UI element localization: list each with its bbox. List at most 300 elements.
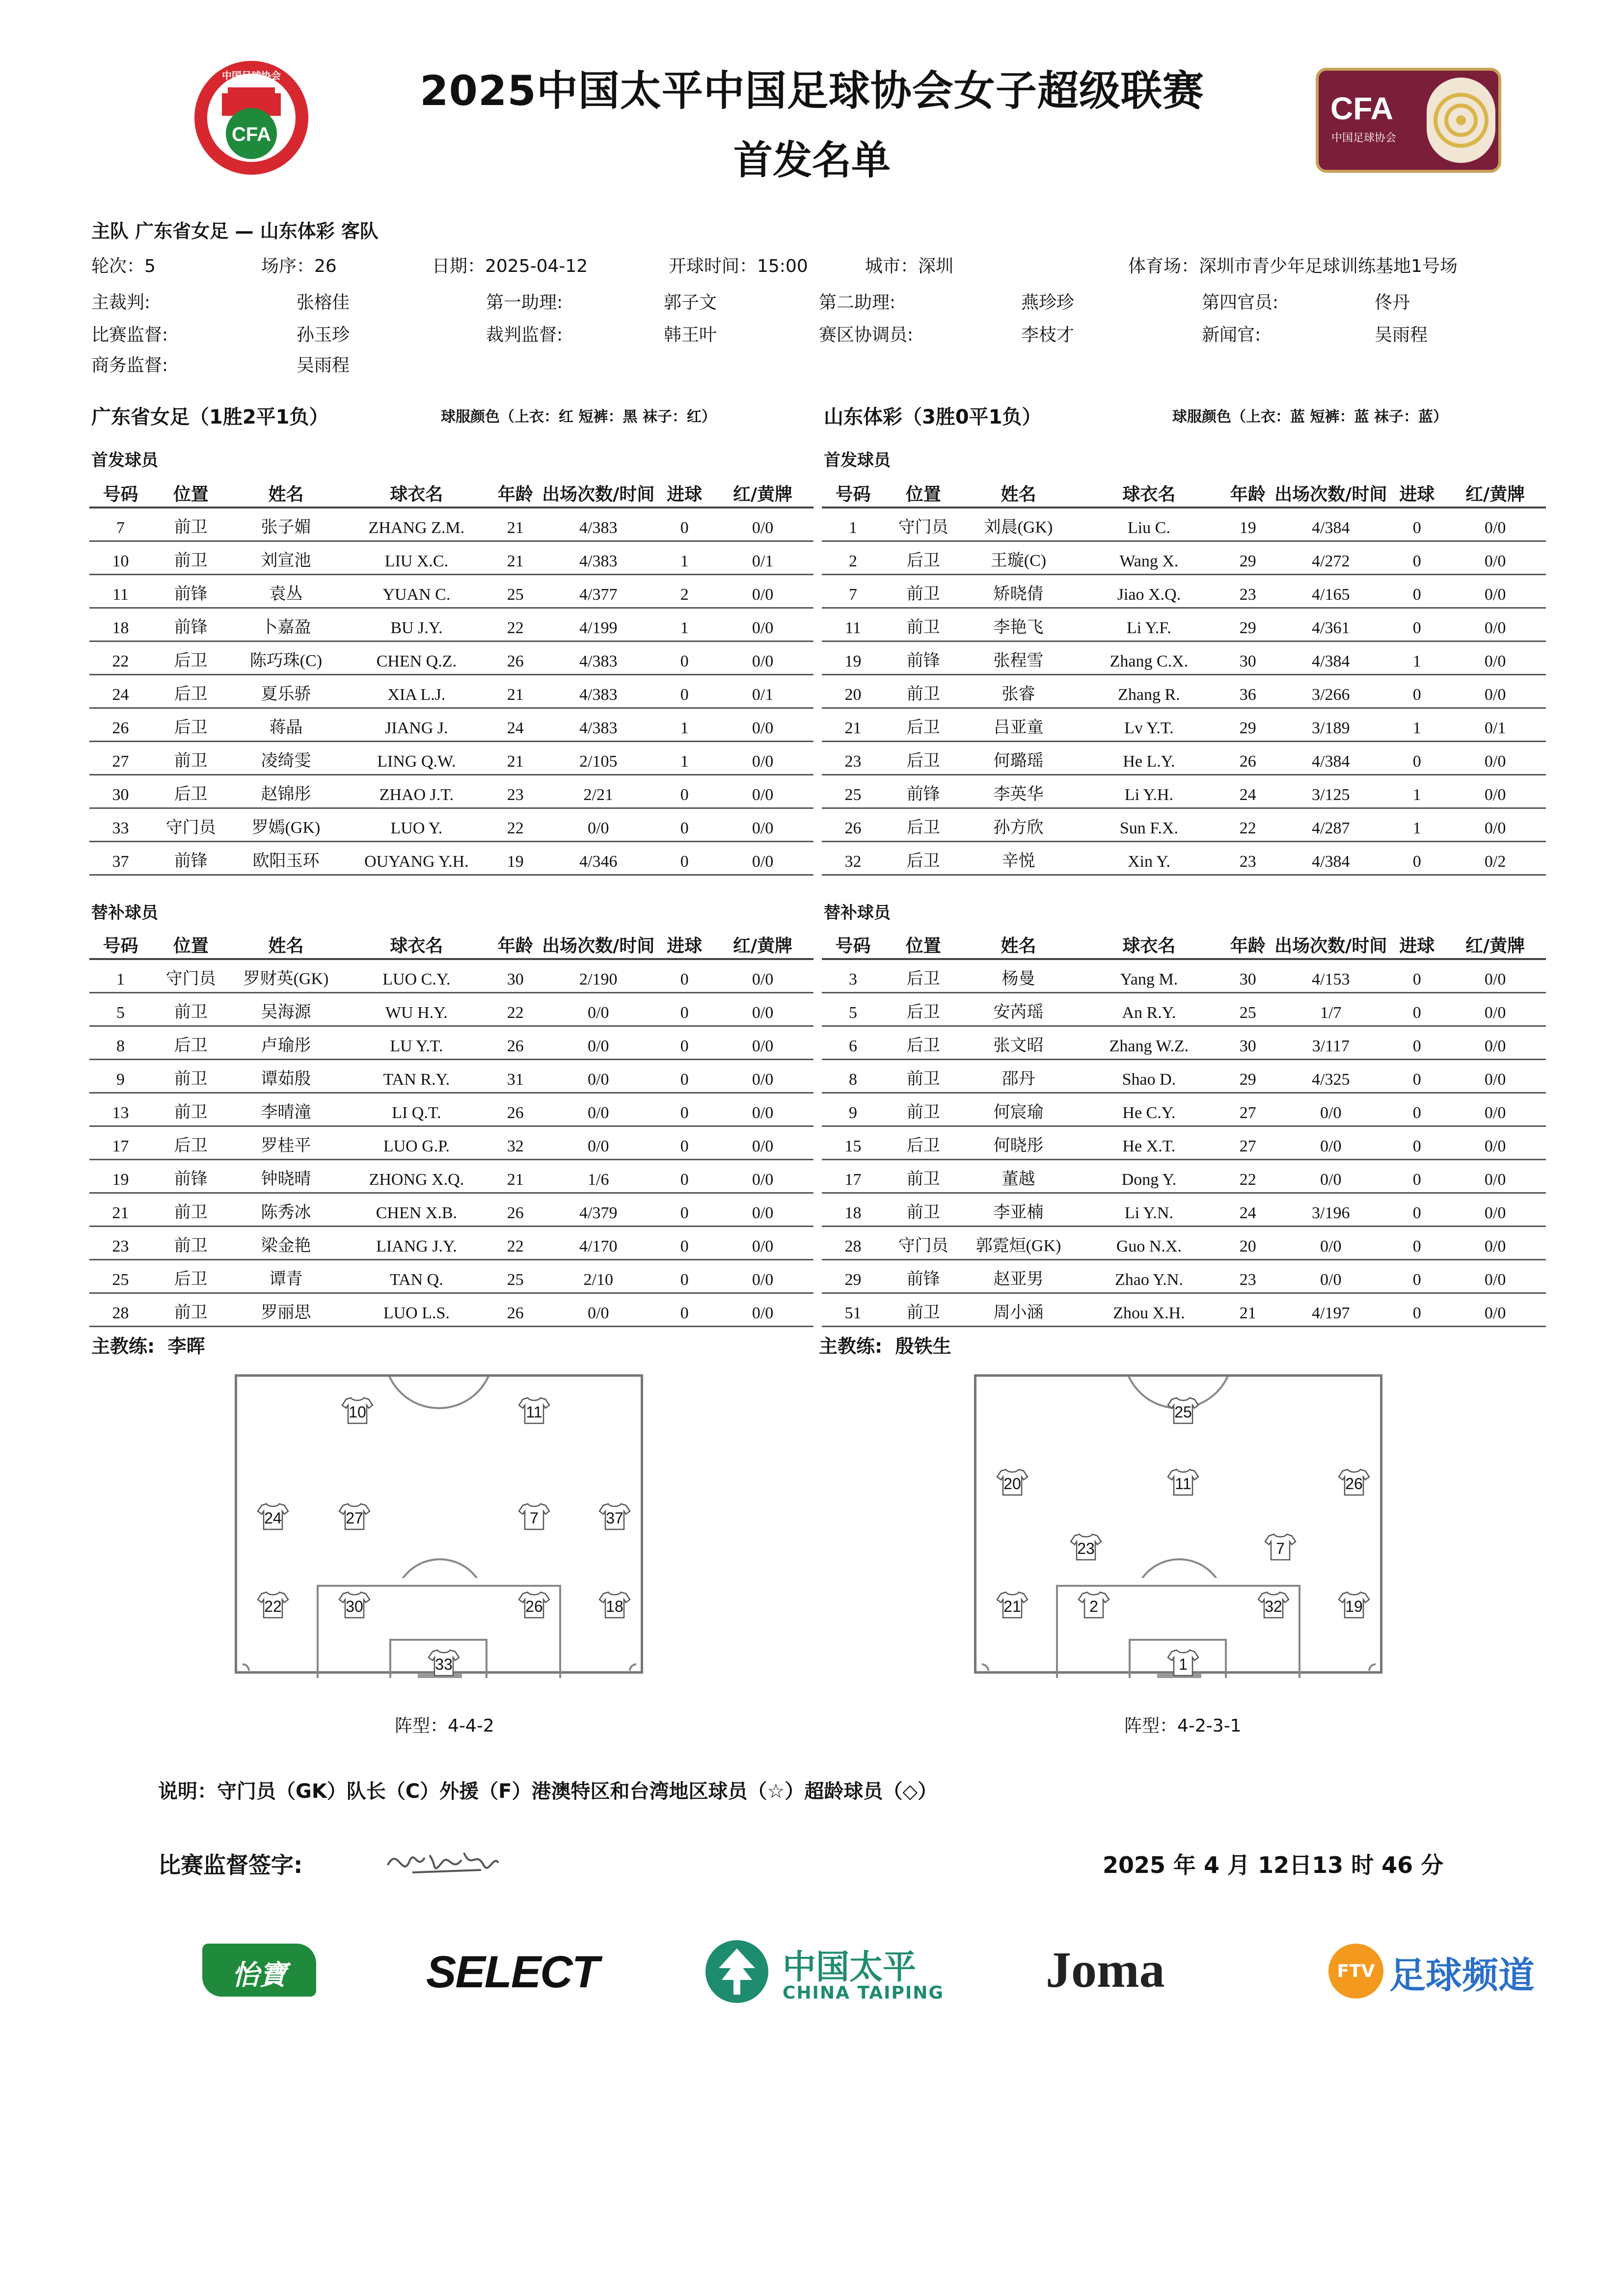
shirt-number: 32 xyxy=(1265,1598,1282,1615)
match-number: 场序：26 xyxy=(261,256,337,276)
home-kit-colors: 球服颜色（上衣：红 短裤：黑 袜子：红） xyxy=(441,408,716,426)
table-row xyxy=(822,708,1546,741)
table-cell: 前卫 xyxy=(152,1193,230,1226)
table-cell: 0 xyxy=(1389,1093,1444,1126)
business-supervisor-label: 商务监督: xyxy=(91,355,168,375)
column-header: 进球 xyxy=(1389,929,1444,959)
table-cell: CHEN Q.Z. xyxy=(342,641,491,674)
table-cell: 1/7 xyxy=(1272,992,1389,1026)
table-cell: 罗桂平 xyxy=(230,1126,342,1159)
match-date: 日期：2025-04-12 xyxy=(432,256,588,276)
table-cell: 0/0 xyxy=(540,992,657,1026)
table-cell: 董越 xyxy=(962,1159,1074,1193)
kickoff-time: 开球时间：15:00 xyxy=(669,256,808,276)
table-row xyxy=(89,1059,813,1093)
away-starters-label: 首发球员 xyxy=(824,451,891,470)
table-cell: 17 xyxy=(822,1159,884,1193)
table-cell: 5 xyxy=(89,992,152,1026)
table-cell: 18 xyxy=(822,1193,884,1226)
column-header: 号码 xyxy=(89,477,152,507)
column-header: 年龄 xyxy=(1223,929,1272,959)
table-cell: 前卫 xyxy=(884,1293,962,1326)
table-cell: 0/0 xyxy=(712,1293,813,1326)
table-cell: 22 xyxy=(491,608,540,641)
table-cell: 0/0 xyxy=(712,1059,813,1093)
table-row xyxy=(822,1059,1546,1093)
table-cell: 4/377 xyxy=(540,574,657,608)
table-cell: 前锋 xyxy=(152,608,230,641)
table-cell: 0/0 xyxy=(1444,541,1546,574)
table-row xyxy=(89,959,813,992)
table-cell: 0/0 xyxy=(1444,1226,1546,1259)
table-cell: 杨曼 xyxy=(962,959,1074,992)
table-cell: LUO Y. xyxy=(342,808,491,841)
shirt-number: 1 xyxy=(1179,1655,1188,1673)
table-cell: 后卫 xyxy=(884,841,962,875)
table-cell: 0/0 xyxy=(1444,959,1546,992)
table-cell: 9 xyxy=(822,1093,884,1126)
table-cell: ZHAO J.T. xyxy=(342,774,491,808)
table-row xyxy=(822,992,1546,1026)
table-cell: 4/197 xyxy=(1272,1293,1389,1326)
table-cell: 11 xyxy=(822,608,884,641)
table-cell: 前锋 xyxy=(884,774,962,808)
table-cell: 孙方欣 xyxy=(962,808,1074,841)
table-cell: 0 xyxy=(1389,741,1444,774)
commissioner: 孙玉珍 xyxy=(297,325,350,345)
home-formation-pitch xyxy=(235,1374,643,1674)
player-shirt xyxy=(1167,1649,1199,1677)
table-row xyxy=(89,1226,813,1259)
table-cell: 李艳飞 xyxy=(962,608,1074,641)
table-cell: 22 xyxy=(1223,808,1272,841)
table-cell: 3/266 xyxy=(1272,674,1389,708)
sign-time: 2025 年 4 月 12日13 时 46 分 xyxy=(1103,1852,1444,1878)
table-cell: 25 xyxy=(491,574,540,608)
player-shirt xyxy=(1167,1468,1199,1496)
table-cell: 4/384 xyxy=(1272,641,1389,674)
table-cell: 邵丹 xyxy=(962,1059,1074,1093)
table-cell: 0 xyxy=(657,507,712,541)
table-cell: 0/0 xyxy=(712,507,813,541)
column-header: 年龄 xyxy=(1223,477,1272,507)
table-cell: ZHONG X.Q. xyxy=(342,1159,491,1193)
referee-assessor-label: 裁判监督: xyxy=(486,325,563,345)
table-header-row xyxy=(822,929,1546,959)
table-cell: 30 xyxy=(89,774,152,808)
table-row xyxy=(89,774,813,808)
table-cell: 28 xyxy=(822,1226,884,1259)
table-cell: 0 xyxy=(657,1059,712,1093)
table-cell: Zhang R. xyxy=(1075,674,1224,708)
cfa-league-logo-text: CFA xyxy=(1330,91,1393,126)
player-shirt xyxy=(1078,1591,1110,1619)
table-cell: 29 xyxy=(822,1259,884,1293)
press-officer-label: 新闻官: xyxy=(1202,325,1261,345)
sponsor-taiping-icon xyxy=(704,1939,770,2004)
table-cell: 张睿 xyxy=(962,674,1074,708)
signature-label: 比赛监督签字: xyxy=(158,1852,303,1878)
table-cell: 5 xyxy=(822,992,884,1026)
table-cell: 0 xyxy=(1389,1126,1444,1159)
page-title: 2025中国太平中国足球协会女子超级联赛 xyxy=(420,67,1204,115)
table-cell: 29 xyxy=(1223,1059,1272,1093)
table-cell: 0/0 xyxy=(540,1059,657,1093)
fourth-official-label: 第四官员: xyxy=(1202,293,1279,313)
table-row xyxy=(822,541,1546,574)
table-cell: 0 xyxy=(1389,841,1444,875)
table-row xyxy=(89,1159,813,1193)
player-shirt xyxy=(338,1502,371,1531)
table-cell: 赵亚男 xyxy=(962,1259,1074,1293)
table-row xyxy=(89,507,813,541)
table-cell: 前卫 xyxy=(884,1093,962,1126)
shirt-number: 24 xyxy=(264,1509,282,1527)
table-cell: 0/0 xyxy=(540,1293,657,1326)
table-row xyxy=(822,574,1546,608)
table-cell: 卢瑜彤 xyxy=(230,1026,342,1059)
table-cell: 29 xyxy=(1223,608,1272,641)
sponsor-cbest-logo xyxy=(202,1944,316,1997)
table-cell: 7 xyxy=(822,574,884,608)
table-cell: 1 xyxy=(89,959,152,992)
table-cell: 29 xyxy=(1223,708,1272,741)
away-coach: 主教练: 殷铁生 xyxy=(819,1335,951,1357)
column-header: 位置 xyxy=(884,477,962,507)
table-cell: 30 xyxy=(1223,641,1272,674)
table-cell: 23 xyxy=(89,1226,152,1259)
table-cell: 23 xyxy=(1223,1259,1272,1293)
table-cell: Zhang W.Z. xyxy=(1075,1026,1224,1059)
table-cell: 26 xyxy=(822,808,884,841)
home-starters-table xyxy=(89,477,813,876)
table-cell: 24 xyxy=(1223,774,1272,808)
column-header: 进球 xyxy=(657,477,712,507)
table-cell: 2/190 xyxy=(540,959,657,992)
table-cell: 23 xyxy=(822,741,884,774)
player-shirt xyxy=(996,1468,1029,1496)
table-cell: 30 xyxy=(1223,959,1272,992)
table-cell: 后卫 xyxy=(152,774,230,808)
table-cell: 0/0 xyxy=(1444,674,1546,708)
table-row xyxy=(822,1026,1546,1059)
table-cell: 0/0 xyxy=(1272,1093,1389,1126)
shirt-number: 7 xyxy=(1276,1540,1285,1557)
table-cell: 前卫 xyxy=(884,1059,962,1093)
table-cell: 0 xyxy=(657,1193,712,1226)
table-cell: 1 xyxy=(1389,708,1444,741)
table-cell: 0 xyxy=(1389,574,1444,608)
table-cell: 0 xyxy=(657,674,712,708)
table-cell: 前卫 xyxy=(152,507,230,541)
table-cell: 25 xyxy=(1223,992,1272,1026)
table-cell: 0/0 xyxy=(712,1126,813,1159)
table-cell: LING Q.W. xyxy=(342,741,491,774)
table-cell: 1 xyxy=(657,608,712,641)
corner-left xyxy=(974,1663,989,1678)
match-heading: 主队 广东省女足 — 山东体彩 客队 xyxy=(91,220,379,242)
table-cell: 前锋 xyxy=(884,641,962,674)
table-cell: 0/0 xyxy=(712,741,813,774)
table-cell: 0/1 xyxy=(712,541,813,574)
table-cell: 0 xyxy=(657,992,712,1026)
table-cell: 0/0 xyxy=(712,959,813,992)
corner-left xyxy=(235,1663,250,1678)
table-cell: 安芮瑶 xyxy=(962,992,1074,1026)
table-cell: 0 xyxy=(1389,674,1444,708)
table-cell: 1 xyxy=(657,541,712,574)
column-header: 姓名 xyxy=(962,477,1074,507)
table-cell: 1 xyxy=(1389,774,1444,808)
table-row xyxy=(822,608,1546,641)
table-cell: 0 xyxy=(657,1126,712,1159)
table-cell: TAN Q. xyxy=(342,1259,491,1293)
column-header: 年龄 xyxy=(491,929,540,959)
table-cell: Jiao X.Q. xyxy=(1075,574,1224,608)
table-cell: 1 xyxy=(1389,641,1444,674)
shirt-number: 20 xyxy=(1003,1475,1021,1493)
table-row xyxy=(89,574,813,608)
table-cell: 0 xyxy=(1389,1193,1444,1226)
column-header: 姓名 xyxy=(962,929,1074,959)
table-cell: 0 xyxy=(1389,541,1444,574)
player-shirt xyxy=(598,1502,631,1531)
table-cell: 0 xyxy=(657,1226,712,1259)
table-cell: 凌绮雯 xyxy=(230,741,342,774)
table-cell: 夏乐骄 xyxy=(230,674,342,708)
player-shirt xyxy=(518,1591,550,1619)
player-shirt xyxy=(1338,1591,1370,1619)
table-row xyxy=(89,708,813,741)
table-row xyxy=(89,1026,813,1059)
table-row xyxy=(89,641,813,674)
ar2: 燕珍珍 xyxy=(1021,293,1075,313)
shirt-number: 25 xyxy=(1174,1403,1192,1421)
home-subs-label: 替补球员 xyxy=(91,903,158,923)
table-cell: Xin Y. xyxy=(1075,841,1224,875)
table-cell: 吴海源 xyxy=(230,992,342,1026)
table-cell: 0/0 xyxy=(712,1093,813,1126)
table-cell: 30 xyxy=(1223,1026,1272,1059)
table-cell: 4/361 xyxy=(1272,608,1389,641)
cfa-emblem-caption: 中国足球协会 xyxy=(222,70,281,81)
table-cell: 19 xyxy=(822,641,884,674)
table-cell: 后卫 xyxy=(152,708,230,741)
away-team-header: 山东体彩（3胜0平1负） xyxy=(824,406,1042,428)
table-cell: 前卫 xyxy=(884,1159,962,1193)
table-cell: 周小涵 xyxy=(962,1293,1074,1326)
table-cell: 24 xyxy=(491,708,540,741)
table-cell: 21 xyxy=(822,708,884,741)
table-cell: 郭霓烜(GK) xyxy=(962,1226,1074,1259)
player-shirt xyxy=(996,1591,1029,1619)
table-cell: 0/0 xyxy=(1444,1026,1546,1059)
table-cell: 0 xyxy=(1389,1159,1444,1193)
table-cell: 29 xyxy=(1223,541,1272,574)
table-cell: 0 xyxy=(1389,507,1444,541)
table-cell: 4/383 xyxy=(540,541,657,574)
table-cell: 0/0 xyxy=(712,1193,813,1226)
table-cell: 22 xyxy=(89,641,152,674)
table-cell: 前卫 xyxy=(884,574,962,608)
cfa-league-logo-sub: 中国足球协会 xyxy=(1331,132,1397,144)
table-row xyxy=(89,1126,813,1159)
press-officer: 吴雨程 xyxy=(1375,325,1428,345)
table-cell: 梁金艳 xyxy=(230,1226,342,1259)
table-cell: 0/0 xyxy=(540,808,657,841)
table-cell: 0/0 xyxy=(1444,1093,1546,1126)
table-cell: 3/117 xyxy=(1272,1026,1389,1059)
table-cell: 24 xyxy=(89,674,152,708)
table-cell: 19 xyxy=(491,841,540,875)
table-cell: 27 xyxy=(1223,1093,1272,1126)
table-cell: YUAN C. xyxy=(342,574,491,608)
player-shirt xyxy=(428,1649,460,1677)
table-cell: 0/0 xyxy=(712,841,813,875)
table-cell: 20 xyxy=(822,674,884,708)
table-cell: Li Y.F. xyxy=(1075,608,1224,641)
referee: 张榕佳 xyxy=(297,293,350,313)
table-cell: 0/0 xyxy=(712,641,813,674)
table-cell: 27 xyxy=(89,741,152,774)
table-cell: 0/0 xyxy=(1444,1159,1546,1193)
table-cell: 前卫 xyxy=(152,1059,230,1093)
table-cell: 0/0 xyxy=(712,574,813,608)
table-cell: 19 xyxy=(1223,507,1272,541)
column-header: 进球 xyxy=(1389,477,1444,507)
table-cell: 19 xyxy=(89,1159,152,1193)
table-cell: 0 xyxy=(657,808,712,841)
table-cell: CHEN X.B. xyxy=(342,1193,491,1226)
table-cell: 11 xyxy=(89,574,152,608)
table-cell: 25 xyxy=(491,1259,540,1293)
round: 轮次：5 xyxy=(91,256,156,276)
table-cell: 0/0 xyxy=(712,992,813,1026)
table-cell: 何宸瑜 xyxy=(962,1093,1074,1126)
sponsor-select-logo: SELECT xyxy=(426,1947,598,1997)
ar1-label: 第一助理: xyxy=(486,293,563,313)
table-cell: 后卫 xyxy=(152,674,230,708)
table-cell: 4/272 xyxy=(1272,541,1389,574)
table-cell: 蒋晶 xyxy=(230,708,342,741)
table-cell: 张文昭 xyxy=(962,1026,1074,1059)
column-header: 出场次数/时间 xyxy=(1272,929,1389,959)
business-supervisor: 吴雨程 xyxy=(297,355,350,375)
table-row xyxy=(89,674,813,708)
table-cell: 8 xyxy=(89,1026,152,1059)
ar1: 郭子文 xyxy=(664,293,717,313)
coordinator: 李枝才 xyxy=(1021,325,1075,345)
player-shirt xyxy=(257,1591,289,1619)
player-shirt xyxy=(518,1502,550,1531)
table-cell: 谭茹殷 xyxy=(230,1059,342,1093)
table-cell: 1 xyxy=(657,708,712,741)
table-cell: He X.T. xyxy=(1075,1126,1224,1159)
table-cell: ZHANG Z.M. xyxy=(342,507,491,541)
table-cell: Zhou X.H. xyxy=(1075,1293,1224,1326)
table-cell: 32 xyxy=(822,841,884,875)
sponsor-ftv-badge xyxy=(1328,1944,1383,1999)
table-cell: LIU X.C. xyxy=(342,541,491,574)
shirt-number: 23 xyxy=(1077,1540,1095,1557)
referee-assessor: 韩王叶 xyxy=(664,325,717,345)
table-cell: 赵锦彤 xyxy=(230,774,342,808)
shirt-number: 26 xyxy=(1345,1475,1363,1493)
table-cell: 21 xyxy=(491,507,540,541)
player-shirt xyxy=(1264,1533,1297,1561)
away-subs-label: 替补球员 xyxy=(824,903,891,923)
referee-label: 主裁判: xyxy=(91,293,151,313)
table-row xyxy=(822,841,1546,875)
table-cell: 36 xyxy=(1223,674,1272,708)
table-cell: 前卫 xyxy=(884,674,962,708)
column-header: 红/黄牌 xyxy=(712,477,813,507)
column-header: 红/黄牌 xyxy=(1444,477,1546,507)
table-row xyxy=(822,1193,1546,1226)
player-shirt xyxy=(1338,1468,1370,1496)
table-row xyxy=(822,1259,1546,1293)
table-cell: 谭青 xyxy=(230,1259,342,1293)
table-cell: Shao D. xyxy=(1075,1059,1224,1093)
table-cell: 钟晓晴 xyxy=(230,1159,342,1193)
table-cell: 0 xyxy=(657,1026,712,1059)
table-cell: 21 xyxy=(491,741,540,774)
table-cell: OUYANG Y.H. xyxy=(342,841,491,875)
table-cell: 0 xyxy=(657,1293,712,1326)
table-cell: 6 xyxy=(822,1026,884,1059)
table-cell: 0/0 xyxy=(1444,774,1546,808)
table-cell: 4/383 xyxy=(540,507,657,541)
column-header: 球衣名 xyxy=(342,477,491,507)
cfa-emblem-text: CFA xyxy=(232,124,271,145)
shirt-number: 33 xyxy=(435,1655,453,1673)
city: 城市：深圳 xyxy=(865,256,954,276)
table-cell: 27 xyxy=(1223,1126,1272,1159)
column-header: 红/黄牌 xyxy=(712,929,813,959)
table-cell: 辛悦 xyxy=(962,841,1074,875)
table-cell: 0/2 xyxy=(1444,841,1546,875)
away-kit-colors: 球服颜色（上衣：蓝 短裤：蓝 袜子：蓝） xyxy=(1172,408,1448,426)
table-header-row xyxy=(89,477,813,507)
table-cell: 23 xyxy=(1223,841,1272,875)
table-cell: 0/0 xyxy=(1444,808,1546,841)
table-cell: 4/346 xyxy=(540,841,657,875)
table-cell: 后卫 xyxy=(152,1126,230,1159)
table-cell: 3/196 xyxy=(1272,1193,1389,1226)
table-cell: 2/10 xyxy=(540,1259,657,1293)
table-cell: 22 xyxy=(491,1226,540,1259)
player-shirt xyxy=(257,1502,289,1531)
player-shirt xyxy=(518,1396,550,1425)
table-cell: 4/384 xyxy=(1272,741,1389,774)
table-cell: 刘宣池 xyxy=(230,541,342,574)
table-cell: 陈巧珠(C) xyxy=(230,641,342,674)
shirt-number: 11 xyxy=(1175,1475,1191,1493)
column-header: 位置 xyxy=(884,929,962,959)
table-cell: 张程雪 xyxy=(962,641,1074,674)
table-cell: 0/0 xyxy=(1444,1259,1546,1293)
table-cell: 22 xyxy=(1223,1159,1272,1193)
away-formation-pitch xyxy=(974,1374,1382,1674)
table-cell: 李晴潼 xyxy=(230,1093,342,1126)
table-cell: 22 xyxy=(491,808,540,841)
table-cell: 1 xyxy=(657,741,712,774)
table-cell: 0/0 xyxy=(1444,1193,1546,1226)
table-cell: 0/0 xyxy=(1444,1126,1546,1159)
table-cell: 0/0 xyxy=(1444,608,1546,641)
column-header: 球衣名 xyxy=(342,929,491,959)
commissioner-label: 比赛监督: xyxy=(91,325,168,345)
